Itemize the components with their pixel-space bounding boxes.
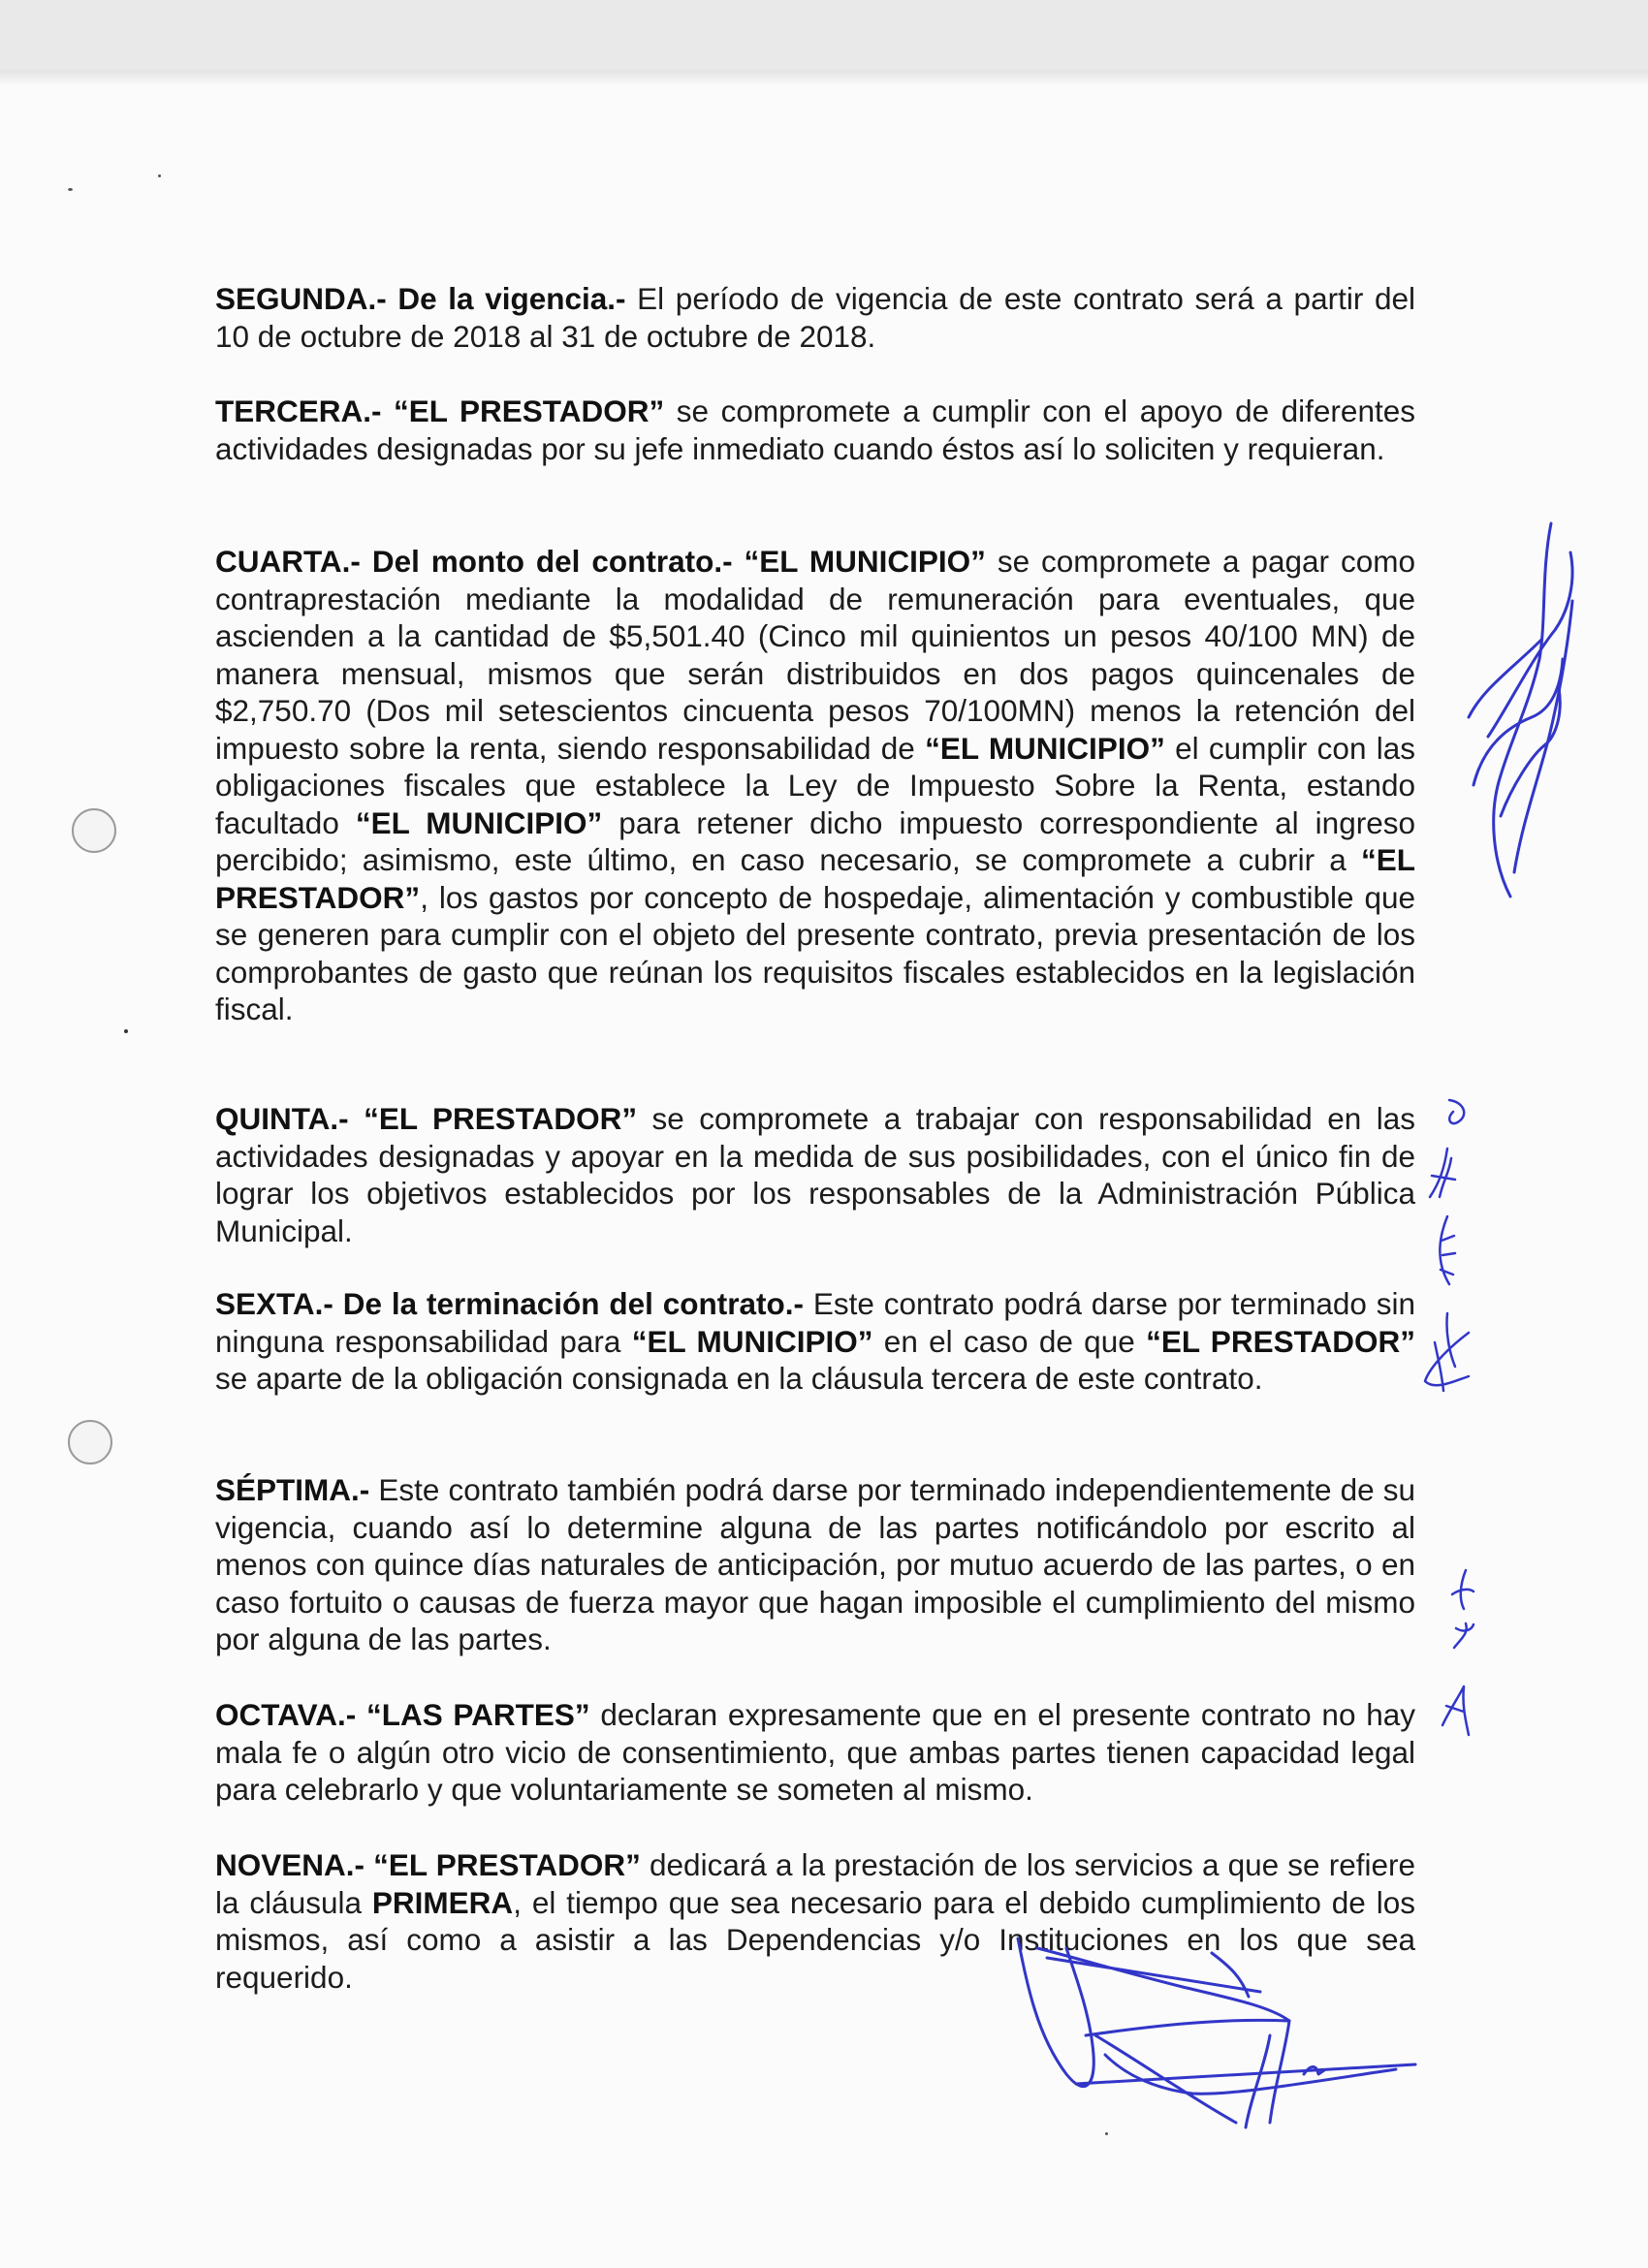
clause-bold-text: OCTAVA.- “LAS PARTES” xyxy=(215,1697,590,1732)
clause-bold-text: “EL PRESTADOR” xyxy=(1146,1323,1415,1359)
clause-bold-text: PRIMERA xyxy=(371,1884,514,1920)
clause-bold-text: QUINTA.- “EL PRESTADOR” xyxy=(215,1101,638,1136)
clause-text: , el tiempo que sea necesario para el debido cumplimiento de los mismos, así como a asistir a las Dependencias y/o Instituciones en los que sea requerido. xyxy=(215,1884,1415,1995)
signature-right-middle xyxy=(1410,1090,1488,1410)
clause-text: Este contrato podrá darse por terminado sin ninguna responsabilidad para xyxy=(215,1286,1416,1359)
punch-hole-top xyxy=(72,808,116,853)
clause-text: se aparte de la obligación consignada en la cláusula tercera de este contrato. xyxy=(215,1361,1263,1396)
clause-text: se compromete a trabajar con responsabilidad en las actividades designadas y apoyar en la medida de sus posibilidades, con el único fin de lograr los objetivos establecidos por los responsables de la Administración Pública Municipal. xyxy=(215,1101,1415,1248)
clause-text: se compromete a cumplir con el apoyo de diferentes actividades designadas por su jefe inmediato cuando éstos así lo soliciten y requieran. xyxy=(215,394,1415,466)
clause-tercera xyxy=(215,393,1415,467)
clause-bold-text: “EL MUNICIPIO” xyxy=(631,1323,873,1359)
page-fold xyxy=(0,70,1648,83)
clause-text: el cumplir con las obligaciones fiscales que establece la Ley de Impuesto Sobre la Renta, estando facultado xyxy=(215,730,1416,840)
clause-text: dedicará a la prestación de los servicios a que se refiere la cláusula xyxy=(215,1847,1415,1920)
clause-text: Este contrato también podrá darse por terminado independientemente de su vigencia, cuando así lo determine alguna de las partes notificándolo por escrito al menos con quince días naturales de anticipación, por mutuo acuerdo de las partes, o en caso fortuito o causas de fuerza mayor que hagan imposible el cumplimiento del mismo por alguna de las partes. xyxy=(215,1472,1415,1656)
speck xyxy=(124,1029,128,1033)
clause-sexta xyxy=(215,1285,1415,1398)
clause-octava xyxy=(215,1696,1415,1809)
clause-text: El período de vigencia de este contrato será a partir del 10 de octubre de 2018 al 31 de octubre de 2018. xyxy=(215,281,1415,354)
clause-septima xyxy=(215,1471,1415,1658)
clause-bold-text: “EL MUNICIPIO” xyxy=(355,804,603,840)
clause-text: para retener dicho impuesto correspondiente al ingreso percibido; asimismo, este último, en caso necesario, se compromete a cubrir a xyxy=(215,804,1415,877)
punch-hole-bottom xyxy=(68,1420,112,1465)
clause-bold-text: NOVENA.- “EL PRESTADOR” xyxy=(215,1847,641,1882)
clause-bold-text: “EL MUNICIPIO” xyxy=(925,730,1165,766)
clause-cuarta xyxy=(215,543,1415,1028)
clause-text: se compromete a pagar como contraprestación mediante la modalidad de remuneración para eventuales, que ascienden a la cantidad de $5,501.40 (Cinco mil quinientos un pesos 40/100 MN) de manera mensual, mismos que serán distribuidos en dos pagos quincenales de $2,750.70 (Dos mil setescientos cincuenta pesos 70/100MN) menos la retención del impuesto sobre la renta, siendo responsabilidad de xyxy=(215,544,1415,766)
clause-bold-text: SEGUNDA.- De la vigencia.- xyxy=(215,281,626,316)
clause-quinta xyxy=(215,1100,1415,1249)
signature-bottom xyxy=(1008,1929,1435,2142)
clause-bold-text: “EL PRESTADOR” xyxy=(215,842,1415,915)
clause-text: en el caso de que xyxy=(872,1323,1147,1359)
clause-bold-text: SEXTA.- De la terminación del contrato.- xyxy=(215,1286,804,1321)
speck xyxy=(158,174,161,177)
clause-bold-text: SÉPTIMA.- xyxy=(215,1472,370,1507)
speck xyxy=(68,188,73,191)
signature-right-top xyxy=(1454,494,1600,911)
clause-bold-text: CUARTA.- Del monto del contrato.- “EL MUNICIPIO” xyxy=(215,544,986,579)
clause-bold-text: TERCERA.- “EL PRESTADOR” xyxy=(215,394,665,428)
clause-segunda xyxy=(215,280,1415,355)
signature-right-lower xyxy=(1425,1541,1493,1764)
clause-text: , los gastos por concepto de hospedaje, alimentación y combustible que se generen para cumplir con el objeto del presente contrato, previa presentación de los comprobantes de gasto que reúnan los requisitos fiscales establecidos en la legislación fiscal. xyxy=(215,879,1415,1026)
clause-text: declaran expresamente que en el presente contrato no hay mala fe o algún otro vicio de consentimiento, que ambas partes tienen capacidad legal para celebrarlo y que voluntariamente se someten al mismo. xyxy=(215,1697,1415,1807)
